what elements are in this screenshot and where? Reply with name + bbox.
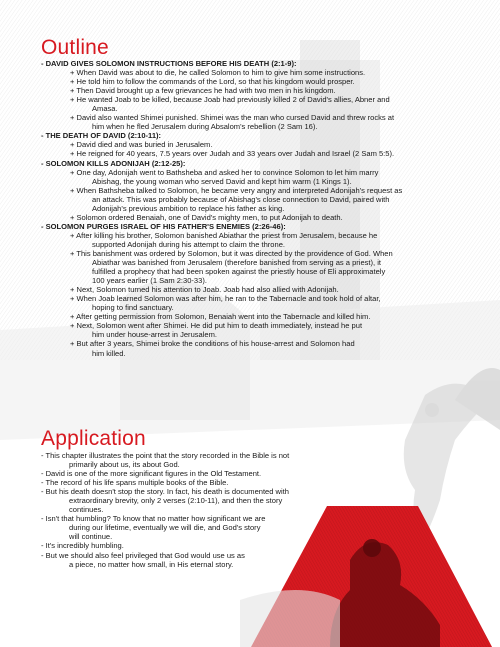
item-text-continued: him under house-arrest in Jerusalem. (92, 330, 217, 340)
outline-bullet (41, 285, 481, 294)
item-text-continued: an attack. This was probably because of Abishag's close connection to David, paired with (92, 194, 390, 204)
item-text-continued: hoping to find sanctuary. (92, 303, 174, 313)
outline-bullet (41, 231, 481, 249)
application-bullet (41, 451, 341, 469)
item-text: + One day, Adonijah went to Bathsheba and asked her to convince Solomon to let him marry (70, 167, 379, 177)
item-text-continued: Adonijah's previous ambition to replace his father as king. (92, 203, 285, 213)
item-text: + He reigned for 40 years, 7.5 years over Judah and 33 years over Judah and Israel (2 Sam 5:5). (70, 149, 395, 159)
item-text-continued: Abishag, the young woman who served David and kept him warm (1 Kings 1). (92, 176, 352, 186)
outline-section-heading: - DAVID GIVES SOLOMON INSTRUCTIONS BEFORE HIS DEATH (2:1-9): (41, 59, 297, 68)
item-text: + He told him to follow the commands of the Lord, so that his kingdom would prosper. (70, 77, 355, 87)
item-text: - Isn't that humbling? To know that no matter how significant we are (41, 514, 266, 524)
item-text-continued: during our lifetime, eventually we will die, and God's story (69, 523, 261, 533)
outline-bullet (41, 186, 481, 213)
item-text: + Solomon ordered Benaiah, one of David's mighty men, to put Adonijah to death. (70, 212, 343, 222)
item-text: + After killing his brother, Solomon banished Abiathar the priest from Jerusalem, because he (70, 230, 378, 240)
outline-bullet (41, 113, 481, 131)
item-text: + This banishment was ordered by Solomon, but it was directed by the providence of God. When (70, 248, 393, 258)
outline-bullet (41, 95, 481, 113)
outline-section-heading: - SOLOMON PURGES ISRAEL OF HIS FATHER'S ENEMIES (2:26-46): (41, 221, 286, 231)
outline-section-heading: - SOLOMON KILLS ADONIJAH (2:12-25): (41, 158, 186, 168)
outline-bullet (41, 168, 481, 186)
outline-bullet (41, 149, 481, 158)
item-text: + After getting permission from Solomon, Benaiah went into the Tabernacle and killed him. (70, 312, 371, 322)
item-text-continued: supported Adonijah during his attempt to claim the throne. (92, 239, 285, 249)
item-text: + David died and was buried in Jerusalem. (70, 140, 213, 150)
outline-bullet (41, 339, 481, 357)
outline-bullet (41, 77, 481, 86)
item-text: - This chapter illustrates the point that the story recorded in the Bible is not (41, 451, 290, 460)
item-text-continued: Amasa. (92, 104, 118, 114)
item-text: - But his death doesn't stop the story. In fact, his death is documented with (41, 487, 289, 497)
application-bullet (41, 487, 341, 514)
item-text-continued: will continue. (69, 532, 113, 542)
item-text: + But after 3 years, Shimei broke the conditions of his house-arrest and Solomon had (70, 339, 355, 349)
item-text-continued: a piece, no matter how small, in His eternal story. (69, 559, 234, 569)
application-bullet (41, 469, 341, 478)
item-text: + Next, Solomon went after Shimei. He did put him to death immediately, instead he put (70, 321, 363, 331)
outline-bullet (41, 86, 481, 95)
outline-bullet (41, 249, 481, 285)
outline-body (41, 59, 481, 358)
outline-bullet (41, 321, 481, 339)
item-text: + Next, Solomon turned his attention to Joab. Joab had also allied with Adonijah. (70, 285, 339, 295)
item-text-continued: Abiathar was banished from Jerusalem (therefore banished from serving as a priest), it (92, 258, 382, 268)
application-body (41, 451, 341, 569)
item-text: - David is one of the more significant figures in the Old Testament. (41, 469, 262, 479)
item-text-continued: him when he fled Jerusalem during Absalom's rebellion (2 Sam 16). (92, 122, 318, 132)
item-text: + Then David brought up a few grievances he had with two men in his kingdom. (70, 86, 336, 96)
outline-bullet (41, 294, 481, 312)
outline-bullet (41, 213, 481, 222)
item-text-continued: extraordinary brevity, only 2 verses (2:10-11), and then the story (69, 496, 283, 506)
outline-bullet (41, 312, 481, 321)
outline-heading: Outline (41, 36, 109, 59)
item-text: + He wanted Joab to be killed, because Joab had previously killed 2 of David's allies, Abner and (70, 95, 390, 105)
item-text-continued: primarily about us, its about God. (69, 460, 180, 470)
item-text-continued: continues. (69, 505, 104, 515)
outline-bullet (41, 140, 481, 149)
application-bullet (41, 551, 341, 569)
item-text-continued: him killed. (92, 348, 126, 358)
outline-bullet (41, 68, 481, 77)
item-text: - It's incredibly humbling. (41, 541, 124, 551)
item-text: - But we should also feel privileged that God would use us as (41, 550, 245, 560)
item-text-continued: fulfilled a prophecy that had been spoken against the priestly house of Eli approximately (92, 267, 386, 277)
item-text: + When Joab learned Solomon was after him, he ran to the Tabernacle and took hold of altar, (70, 294, 381, 304)
application-heading: Application (41, 427, 146, 450)
item-text-continued: 100 years earlier (1 Sam 2:30-33). (92, 276, 207, 286)
application-bullet (41, 478, 341, 487)
item-text: + When Bathsheba talked to Solomon, he became very angry and interpreted Adonijah's request as (70, 185, 403, 195)
outline-section-heading: - THE DEATH OF DAVID (2:10-11): (41, 131, 162, 141)
item-text: - The record of his life spans multiple books of the Bible. (41, 478, 229, 488)
item-text: + David also wanted Shimei punished. Shimei was the man who cursed David and threw rocks at (70, 113, 395, 123)
item-text: + When David was about to die, he called Solomon to him to give him some instructions. (70, 68, 366, 78)
application-bullet (41, 514, 341, 541)
application-bullet (41, 541, 341, 550)
